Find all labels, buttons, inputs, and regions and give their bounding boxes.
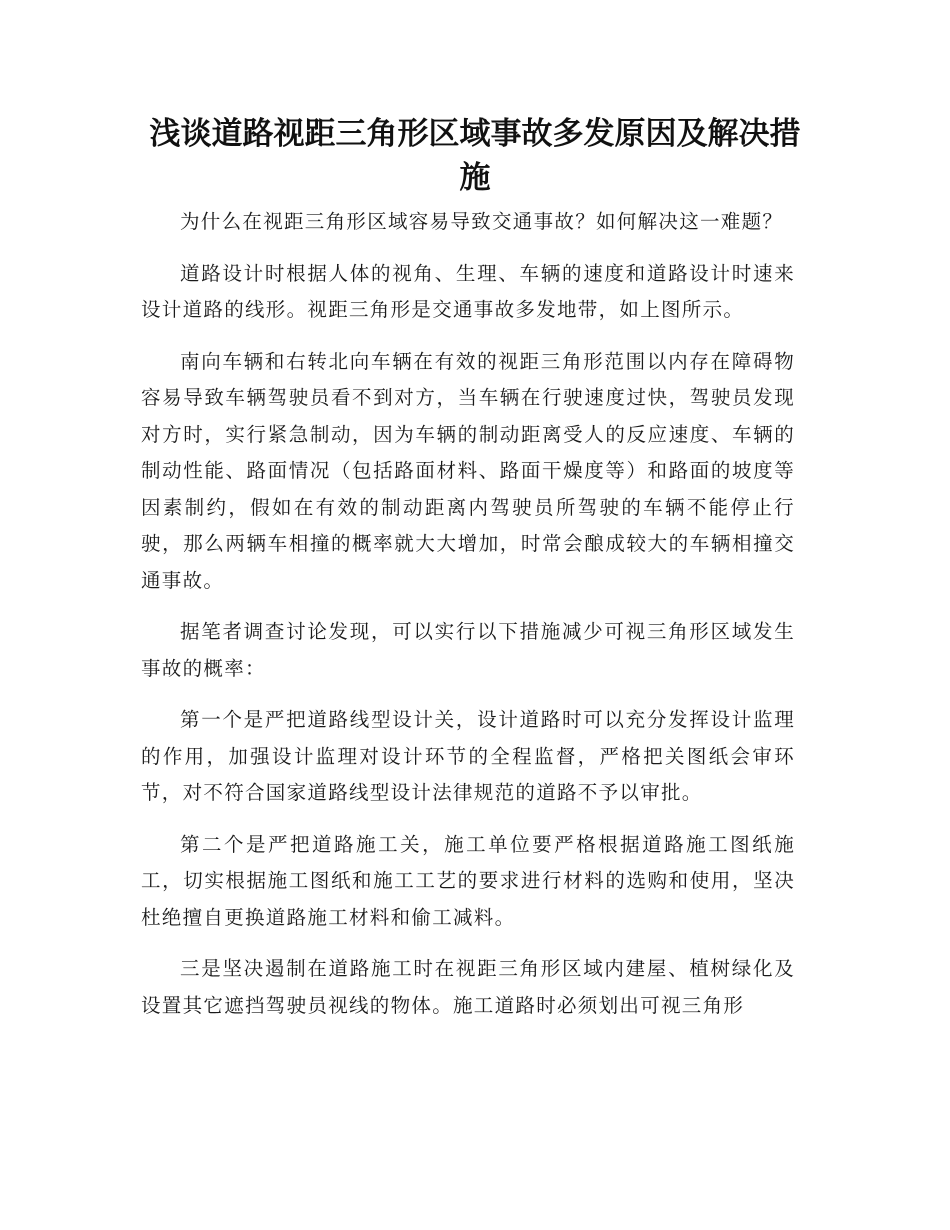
paragraph-measure-obstruction: 三是坚决遏制在道路施工时在视距三角形区域内建屋、植树绿化及设置其它遮挡驾驶员视线的物体。施工道路时必须划出可视三角形 xyxy=(141,957,795,1017)
paragraph-accident-cause: 南向车辆和右转北向车辆在有效的视距三角形范围以内存在障碍物容易导致车辆驾驶员看不到对方，当车辆在行驶速度过快，驾驶员发现对方时，实行紧急制动，因为车辆的制动距离受人的反应速度、车辆的制动性能、路面情况（包括路面材料、路面干燥度等）和路面的坡度等因素制约，假如在有效的制动距离内驾驶员所驾驶的车辆不能停止行驶，那么两辆车相撞的概率就大大增加，时常会酿成较大的车辆相撞交通事故。 xyxy=(141,349,795,592)
paragraph-measure-construction: 第二个是严把道路施工关，施工单位要严格根据道路施工图纸施工，切实根据施工图纸和施工工艺的要求进行材料的选购和使用，坚决杜绝擅自更换道路施工材料和偷工减料。 xyxy=(141,832,795,929)
paragraph-question: 为什么在视距三角形区域容易导致交通事故？如何解决这一难题？ xyxy=(180,210,784,233)
paragraph-design-basis: 道路设计时根据人体的视角、生理、车辆的速度和道路设计时速来设计道路的线形。视距三角形是交通事故多发地带，如上图所示。 xyxy=(141,261,795,321)
document-body xyxy=(141,204,795,1039)
paragraph-measure-design: 第一个是严把道路线型设计关，设计道路时可以充分发挥设计监理的作用，加强设计监理对设计环节的全程监督，严格把关图纸会审环节，对不符合国家道路线型设计法律规范的道路不予以审批。 xyxy=(141,708,795,804)
document-title: 浅谈道路视距三角形区域事故多发原因及解决措施 xyxy=(149,116,801,196)
paragraph-measures-intro: 据笔者调查讨论发现，可以实行以下措施减少可视三角形区域发生事故的概率： xyxy=(141,620,795,680)
